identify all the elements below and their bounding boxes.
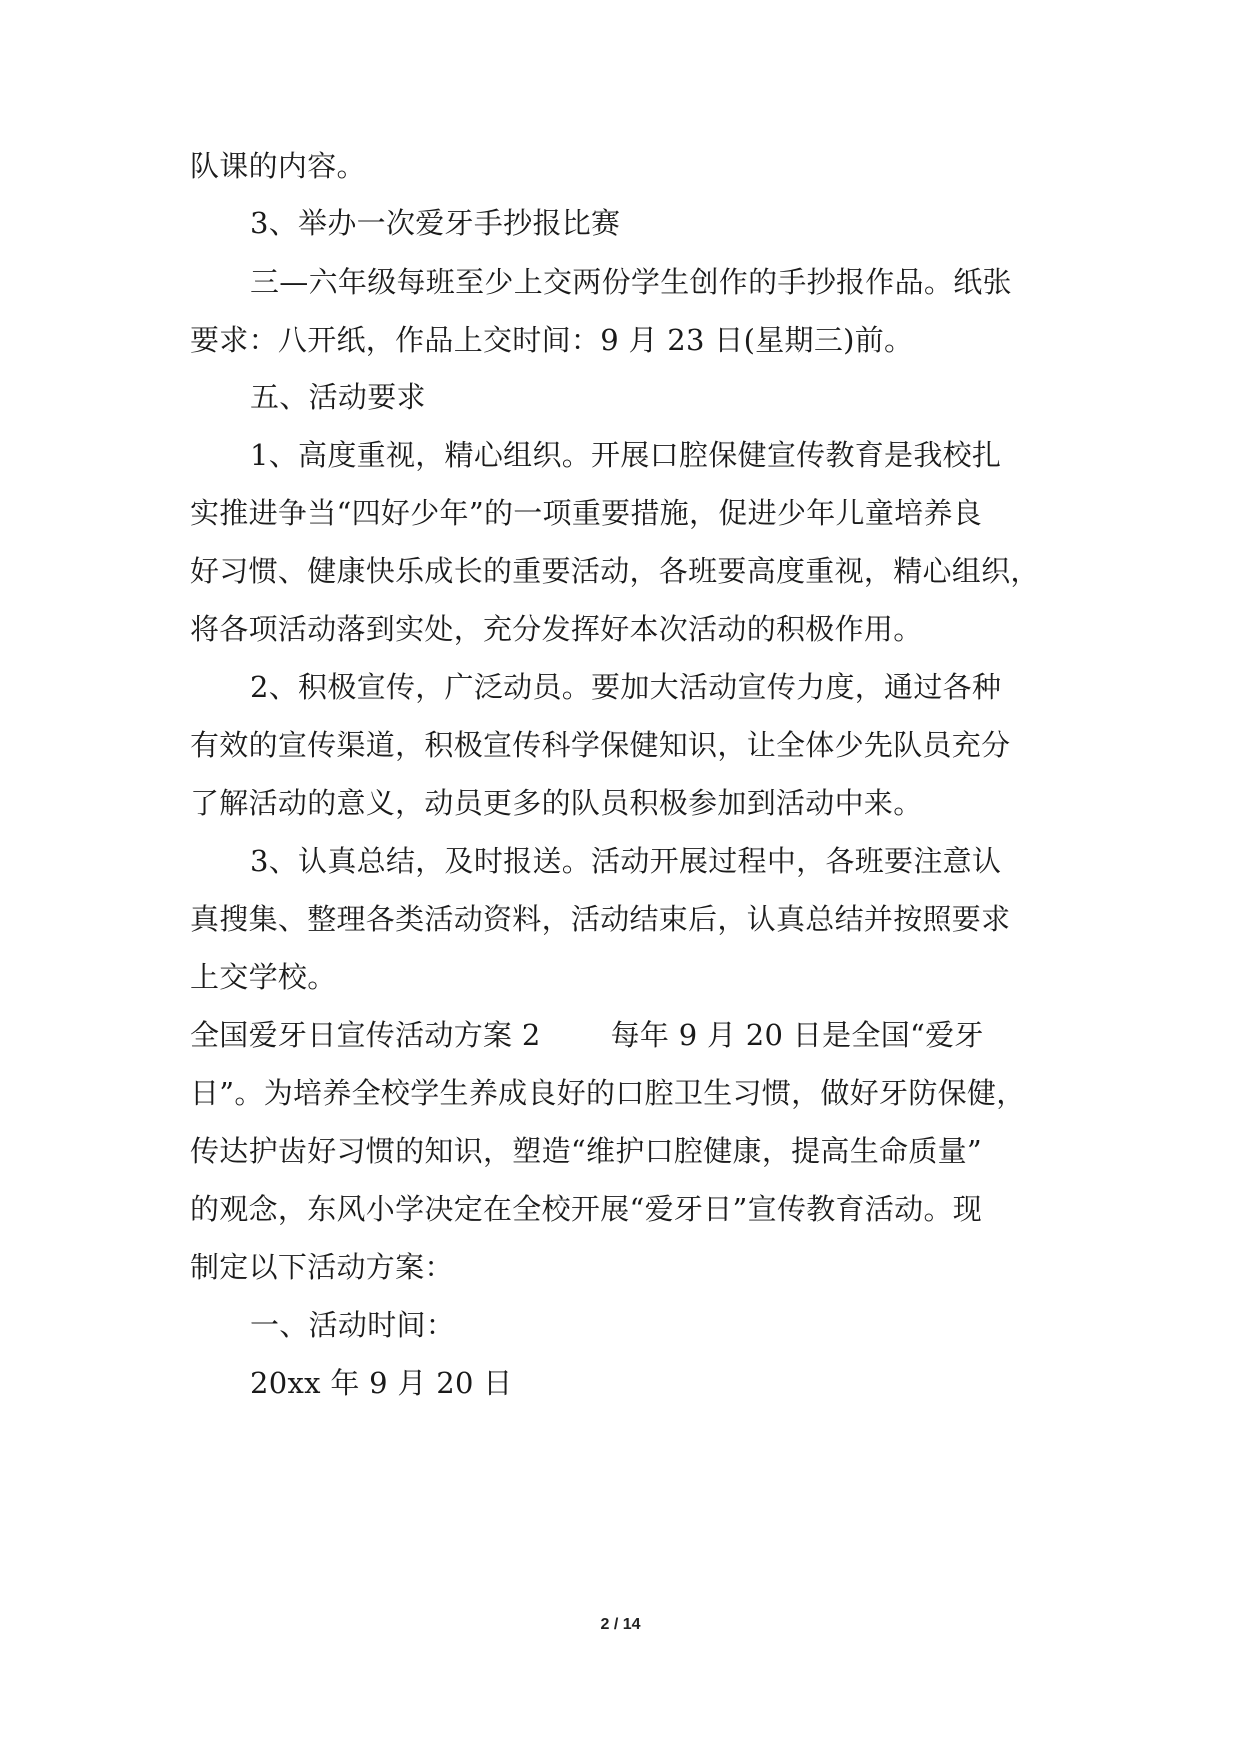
paragraph-line: 了解活动的意义，动员更多的队员积极参加到活动中来。 [190, 786, 923, 820]
paragraph-line: 队课的内容。 [190, 149, 366, 183]
section-heading: 五、活动要求 [250, 380, 426, 414]
paragraph-line: 3、举办一次爱牙手抄报比赛 [250, 206, 621, 240]
paragraph-line: 的观念，东风小学决定在全校开展“爱牙日”宣传教育活动。现 [190, 1192, 983, 1226]
paragraph-line [190, 1015, 1060, 1055]
paragraph-line: 3、认真总结，及时报送。活动开展过程中，各班要注意认 [250, 844, 1002, 878]
paragraph-line: 制定以下活动方案： [190, 1250, 454, 1284]
paragraph-line: 日”。为培养全校学生养成良好的口腔卫生习惯，做好牙防保健， [190, 1076, 1026, 1110]
paragraph-line: 真搜集、整理各类活动资料，活动结束后，认真总结并按照要求 [190, 902, 1011, 936]
paragraph-line: 上交学校。 [190, 960, 337, 994]
paragraph-line: 20xx 年 9 月 20 日 [250, 1366, 513, 1400]
paragraph-line: 实推进争当“四好少年”的一项重要措施，促进少年儿童培养良 [190, 496, 983, 530]
paragraph-text: 每年 9 月 20 日是全国“爱牙 [610, 1018, 984, 1052]
paragraph-line: 2、积极宣传，广泛动员。要加大活动宣传力度，通过各种 [250, 670, 1002, 704]
section-heading: 一、活动时间： [250, 1308, 456, 1342]
page-number: 2 / 14 [600, 1616, 641, 1633]
paragraph-line: 将各项活动落到实处，充分发挥好本次活动的积极作用。 [190, 612, 923, 646]
paragraph-line: 要求：八开纸，作品上交时间：9 月 23 日(星期三)前。 [190, 323, 914, 357]
paragraph-line: 传达护齿好习惯的知识，塑造“维护口腔健康，提高生命质量” [190, 1134, 983, 1168]
document-title: 全国爱牙日宣传活动方案 2 [190, 1018, 541, 1052]
paragraph-line: 1、高度重视，精心组织。开展口腔保健宣传教育是我校扎 [250, 438, 1002, 472]
paragraph-line: 三—六年级每班至少上交两份学生创作的手抄报作品。纸张 [250, 265, 1012, 299]
paragraph-line: 有效的宣传渠道，积极宣传科学保健知识，让全体少先队员充分 [190, 728, 1011, 762]
paragraph-line: 好习惯、健康快乐成长的重要活动，各班要高度重视，精心组织， [190, 554, 1040, 588]
